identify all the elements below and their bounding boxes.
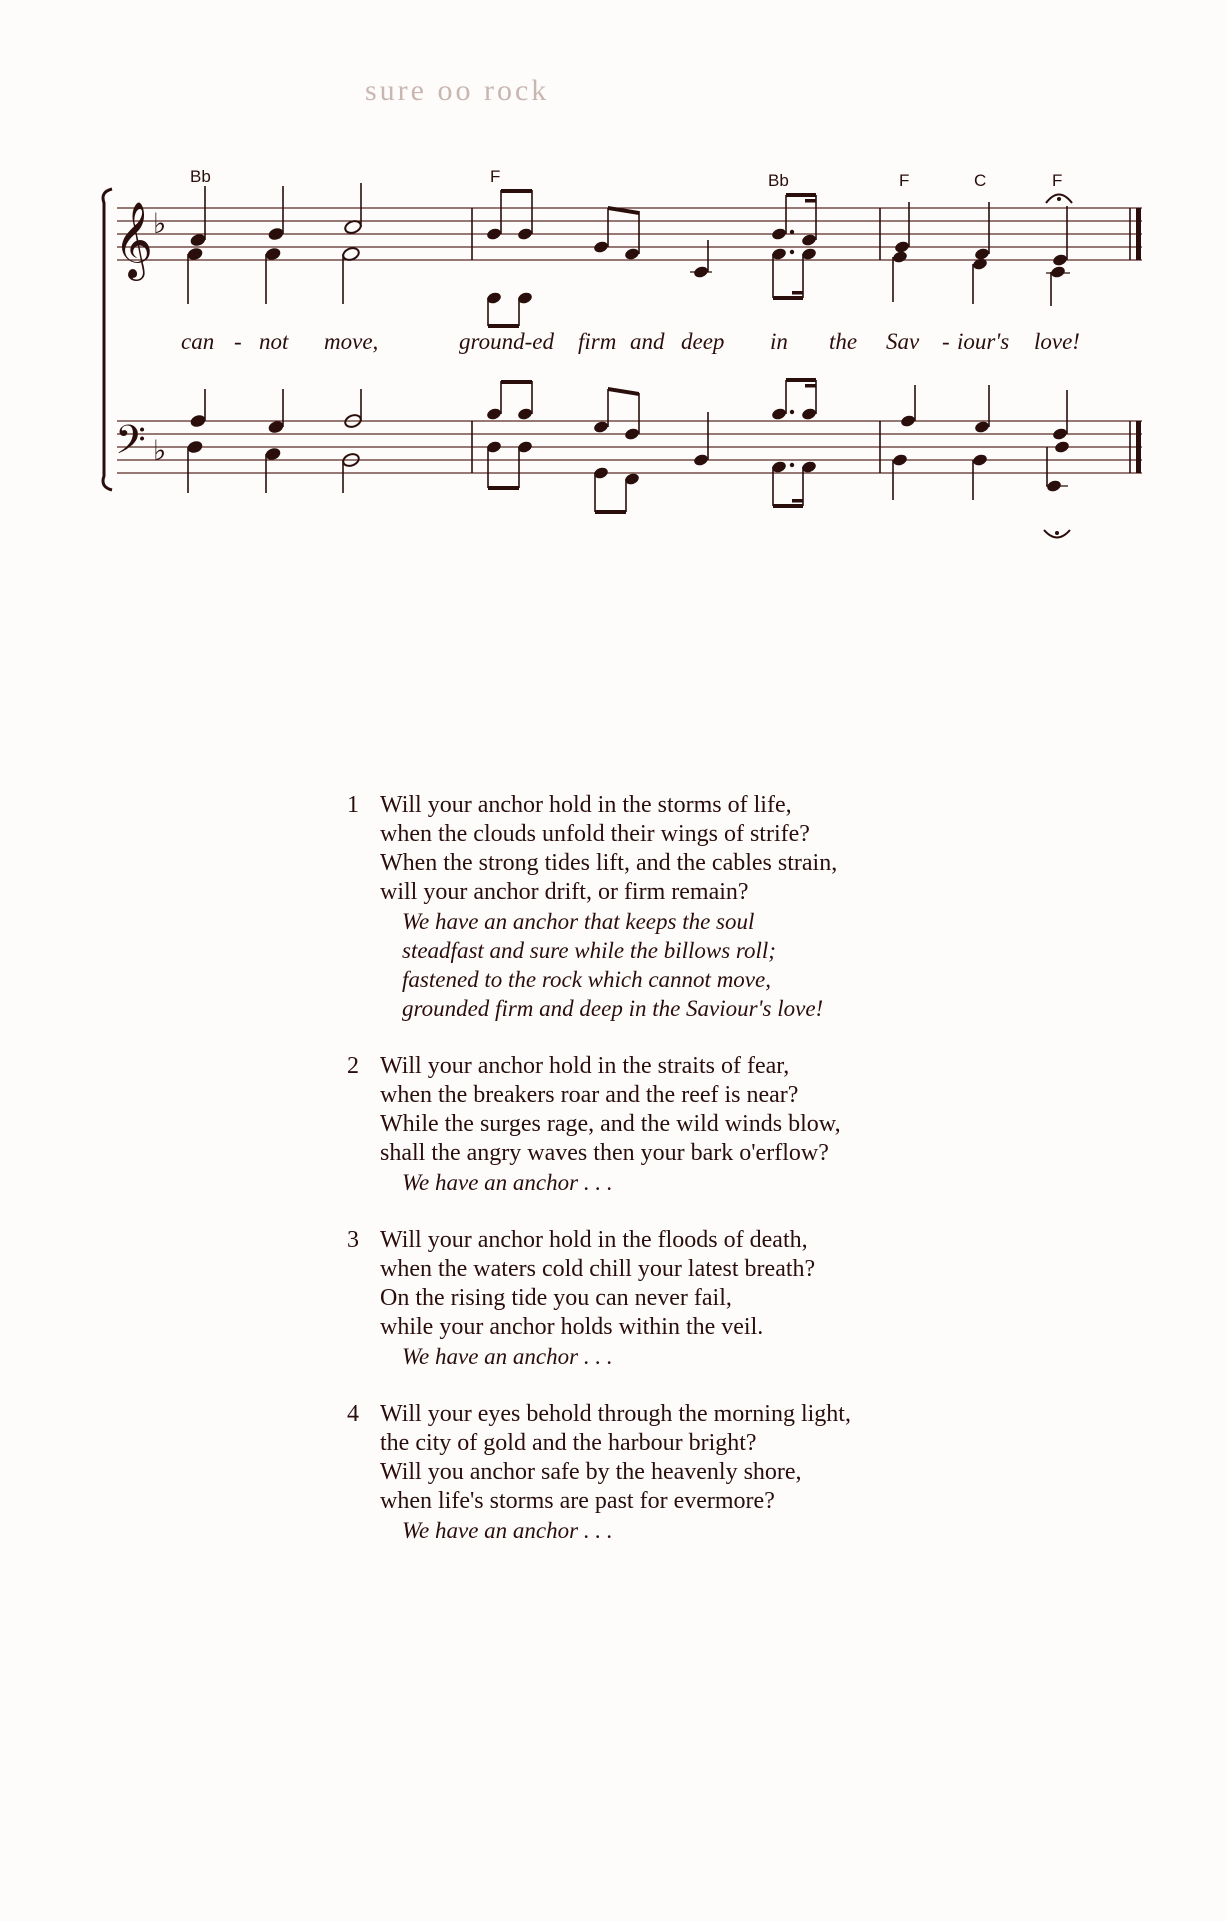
chord-symbols: [190, 167, 1062, 190]
treble-notes: [186, 183, 1072, 328]
verse-line: when the waters cold chill your latest breath?: [380, 1256, 816, 1282]
lyric-syllable: Sav: [886, 329, 920, 354]
lyric-syllable: firm: [578, 329, 617, 354]
lyric-syllable: not: [259, 329, 289, 354]
verse-number: 4: [347, 1401, 359, 1427]
lyric-syllable: iour's: [957, 329, 1010, 354]
chorus-line: steadfast and sure while the billows roll;: [402, 938, 776, 963]
faded-header: sure oo rock: [365, 74, 550, 107]
bass-notes: [186, 378, 1070, 538]
lyric-syllable: ground-ed: [459, 329, 554, 354]
chord-symbol: Bb: [190, 167, 211, 186]
music-score: [0, 0, 1226, 560]
verse-line: While the surges rage, and the wild winds blow,: [380, 1111, 841, 1137]
chorus-line: We have an anchor . . .: [402, 1518, 613, 1543]
chord-symbol: C: [974, 171, 987, 190]
lyric-syllable: -: [942, 329, 950, 354]
lyric-syllable: move,: [324, 329, 379, 354]
lyric-syllable: the: [829, 329, 858, 354]
lyric-syllable: -: [234, 329, 242, 354]
system-bracket: [103, 189, 112, 490]
treble-clef-icon: 𝄞: [114, 201, 154, 278]
verse-line: the city of gold and the harbour bright?: [380, 1430, 757, 1456]
verse-line: Will your anchor hold in the straits of fear,: [380, 1053, 790, 1079]
chord-symbol: F: [1052, 171, 1063, 190]
chord-symbol: F: [899, 171, 910, 190]
verse-2: [343, 1052, 983, 1197]
verse-line: when the breakers roar and the reef is near?: [380, 1082, 799, 1108]
verse-number: 3: [347, 1227, 359, 1253]
verse-line: when life's storms are past for evermore?: [380, 1488, 775, 1514]
verse-line: when the clouds unfold their wings of strife?: [380, 821, 810, 847]
lyric-syllable: in: [770, 329, 788, 354]
lyric-syllable: can: [181, 329, 215, 354]
chorus-line: fastened to the rock which cannot move,: [402, 967, 771, 992]
hymn-verses: [343, 791, 983, 1574]
verse-line: Will your eyes behold through the morning light,: [380, 1401, 851, 1427]
verse-4: [343, 1400, 983, 1545]
lyric-syllable: love!: [1034, 329, 1080, 354]
verse-line: shall the angry waves then your bark o'erflow?: [380, 1140, 829, 1166]
flat-key-signature-bass-icon: ♭: [153, 434, 167, 467]
verse-line: Will you anchor safe by the heavenly shore,: [380, 1459, 802, 1485]
verse-line: Will your anchor hold in the storms of life,: [380, 792, 792, 818]
chorus-line: We have an anchor that keeps the soul: [402, 909, 755, 934]
chorus-line: We have an anchor . . .: [402, 1344, 613, 1369]
verse-number: 1: [347, 792, 359, 818]
lyrics: [181, 329, 1080, 354]
verse-3: [343, 1226, 983, 1371]
bass-clef-icon: 𝄢: [115, 417, 146, 473]
verse-line: Will your anchor hold in the floods of death,: [380, 1227, 808, 1253]
chord-symbol: Bb: [768, 171, 789, 190]
chorus-line: grounded firm and deep in the Saviour's love!: [402, 996, 824, 1021]
lyric-syllable: deep: [681, 329, 725, 354]
chord-symbol: F: [490, 167, 501, 186]
flat-key-signature-treble-icon: ♭: [153, 207, 167, 240]
verse-number: 2: [347, 1053, 359, 1079]
lyric-syllable: and: [630, 329, 665, 354]
verse-line: On the rising tide you can never fail,: [380, 1285, 732, 1311]
chorus-line: We have an anchor . . .: [402, 1170, 613, 1195]
verse-line: will your anchor drift, or firm remain?: [380, 879, 749, 905]
verse-line: When the strong tides lift, and the cables strain,: [380, 850, 838, 876]
verse-1: [343, 791, 983, 1023]
verse-line: while your anchor holds within the veil.: [380, 1314, 764, 1340]
